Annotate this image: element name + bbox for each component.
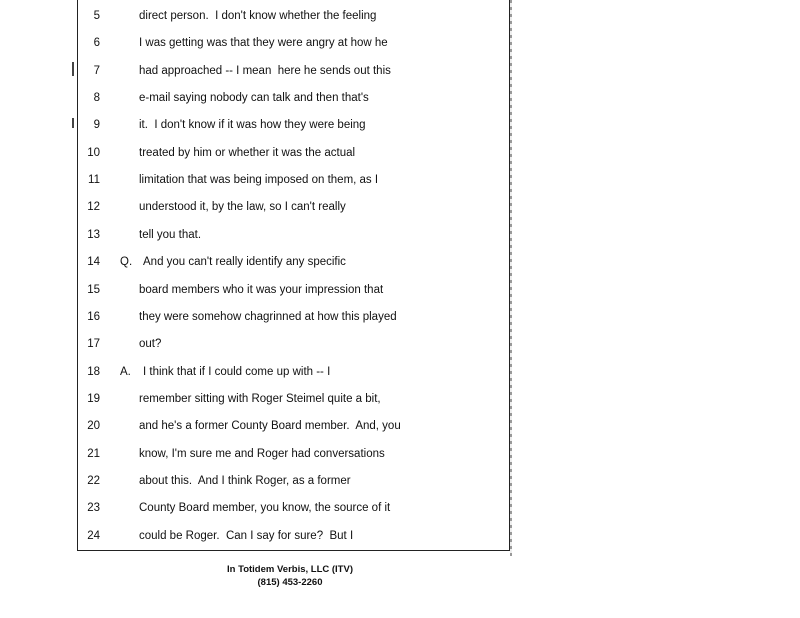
transcript-line: [0, 88, 520, 108]
line-number: 21: [87, 447, 100, 460]
line-text: out?: [139, 338, 162, 351]
line-text: could be Roger. Can I say for sure? But I: [139, 529, 354, 542]
transcript-line: [0, 389, 520, 409]
transcript-line: [0, 170, 520, 190]
transcript-line: [0, 526, 520, 546]
line-text: and he's a former County Board member. And, you: [139, 420, 401, 433]
transcript-line: [0, 6, 520, 26]
line-text: understood it, by the law, so I can't really: [139, 201, 346, 214]
line-text: know, I'm sure me and Roger had conversations: [139, 447, 385, 460]
line-number: 12: [87, 201, 100, 214]
line-text: they were somehow chagrinned at how this played: [139, 310, 397, 323]
footer-phone: (815) 453-2260: [257, 577, 323, 588]
line-text: remember sitting with Roger Steimel quite a bit,: [139, 392, 381, 405]
line-text: I think that if I could come up with -- I: [143, 365, 331, 378]
line-number: 6: [93, 37, 100, 50]
line-text: County Board member, you know, the source of it: [139, 502, 391, 515]
line-text: And you can't really identify any specific: [143, 256, 346, 269]
line-number: 7: [93, 64, 100, 77]
line-number: 22: [87, 474, 100, 487]
transcript-line: [0, 115, 520, 135]
line-text: it. I don't know if it was how they were being: [139, 119, 366, 132]
transcript-page-border: [77, 0, 510, 551]
transcript-line: [0, 471, 520, 491]
line-number: 11: [88, 174, 100, 187]
line-text: board members who it was your impression that: [139, 283, 384, 296]
transcript-line: [0, 33, 520, 53]
line-number: 20: [87, 420, 100, 433]
transcript-line: [0, 444, 520, 464]
transcript-line: [0, 334, 520, 354]
line-text: I was getting was that they were angry at how he: [139, 37, 388, 50]
transcript-line: [0, 307, 520, 327]
line-number: 19: [87, 392, 100, 405]
transcript-line: [0, 61, 520, 81]
line-number: 24: [87, 529, 100, 542]
transcript-line: [0, 197, 520, 217]
line-text: direct person. I don't know whether the feeling: [139, 10, 377, 22]
line-number: 14: [87, 256, 100, 269]
line-number: 15: [87, 283, 100, 296]
line-number: 16: [87, 310, 100, 323]
line-text: had approached -- I mean here he sends out this: [139, 64, 391, 77]
speaker-prefix: A.: [120, 365, 131, 378]
transcript-line: [0, 416, 520, 436]
line-text: limitation that was being imposed on them, as I: [139, 174, 379, 187]
line-number: 9: [93, 119, 100, 132]
transcript-line: [0, 362, 520, 382]
line-number: 18: [87, 365, 100, 378]
line-number: 13: [87, 228, 100, 241]
transcript-line: [0, 143, 520, 163]
line-number: 8: [93, 92, 100, 105]
speaker-prefix: Q.: [120, 256, 133, 269]
line-number: 23: [87, 502, 100, 515]
line-number: 5: [93, 10, 100, 22]
line-text: tell you that.: [139, 228, 202, 241]
line-number: 10: [87, 146, 100, 159]
transcript-line: [0, 280, 520, 300]
transcript-line: [0, 225, 520, 245]
transcript-line: [0, 498, 520, 518]
line-text: e-mail saying nobody can talk and then that's: [139, 92, 369, 105]
footer-company: In Totidem Verbis, LLC (ITV): [227, 564, 353, 575]
line-text: treated by him or whether it was the actual: [139, 146, 356, 159]
line-number: 17: [87, 338, 100, 351]
line-text: about this. And I think Roger, as a former: [139, 474, 351, 487]
transcript-line: [0, 252, 520, 272]
